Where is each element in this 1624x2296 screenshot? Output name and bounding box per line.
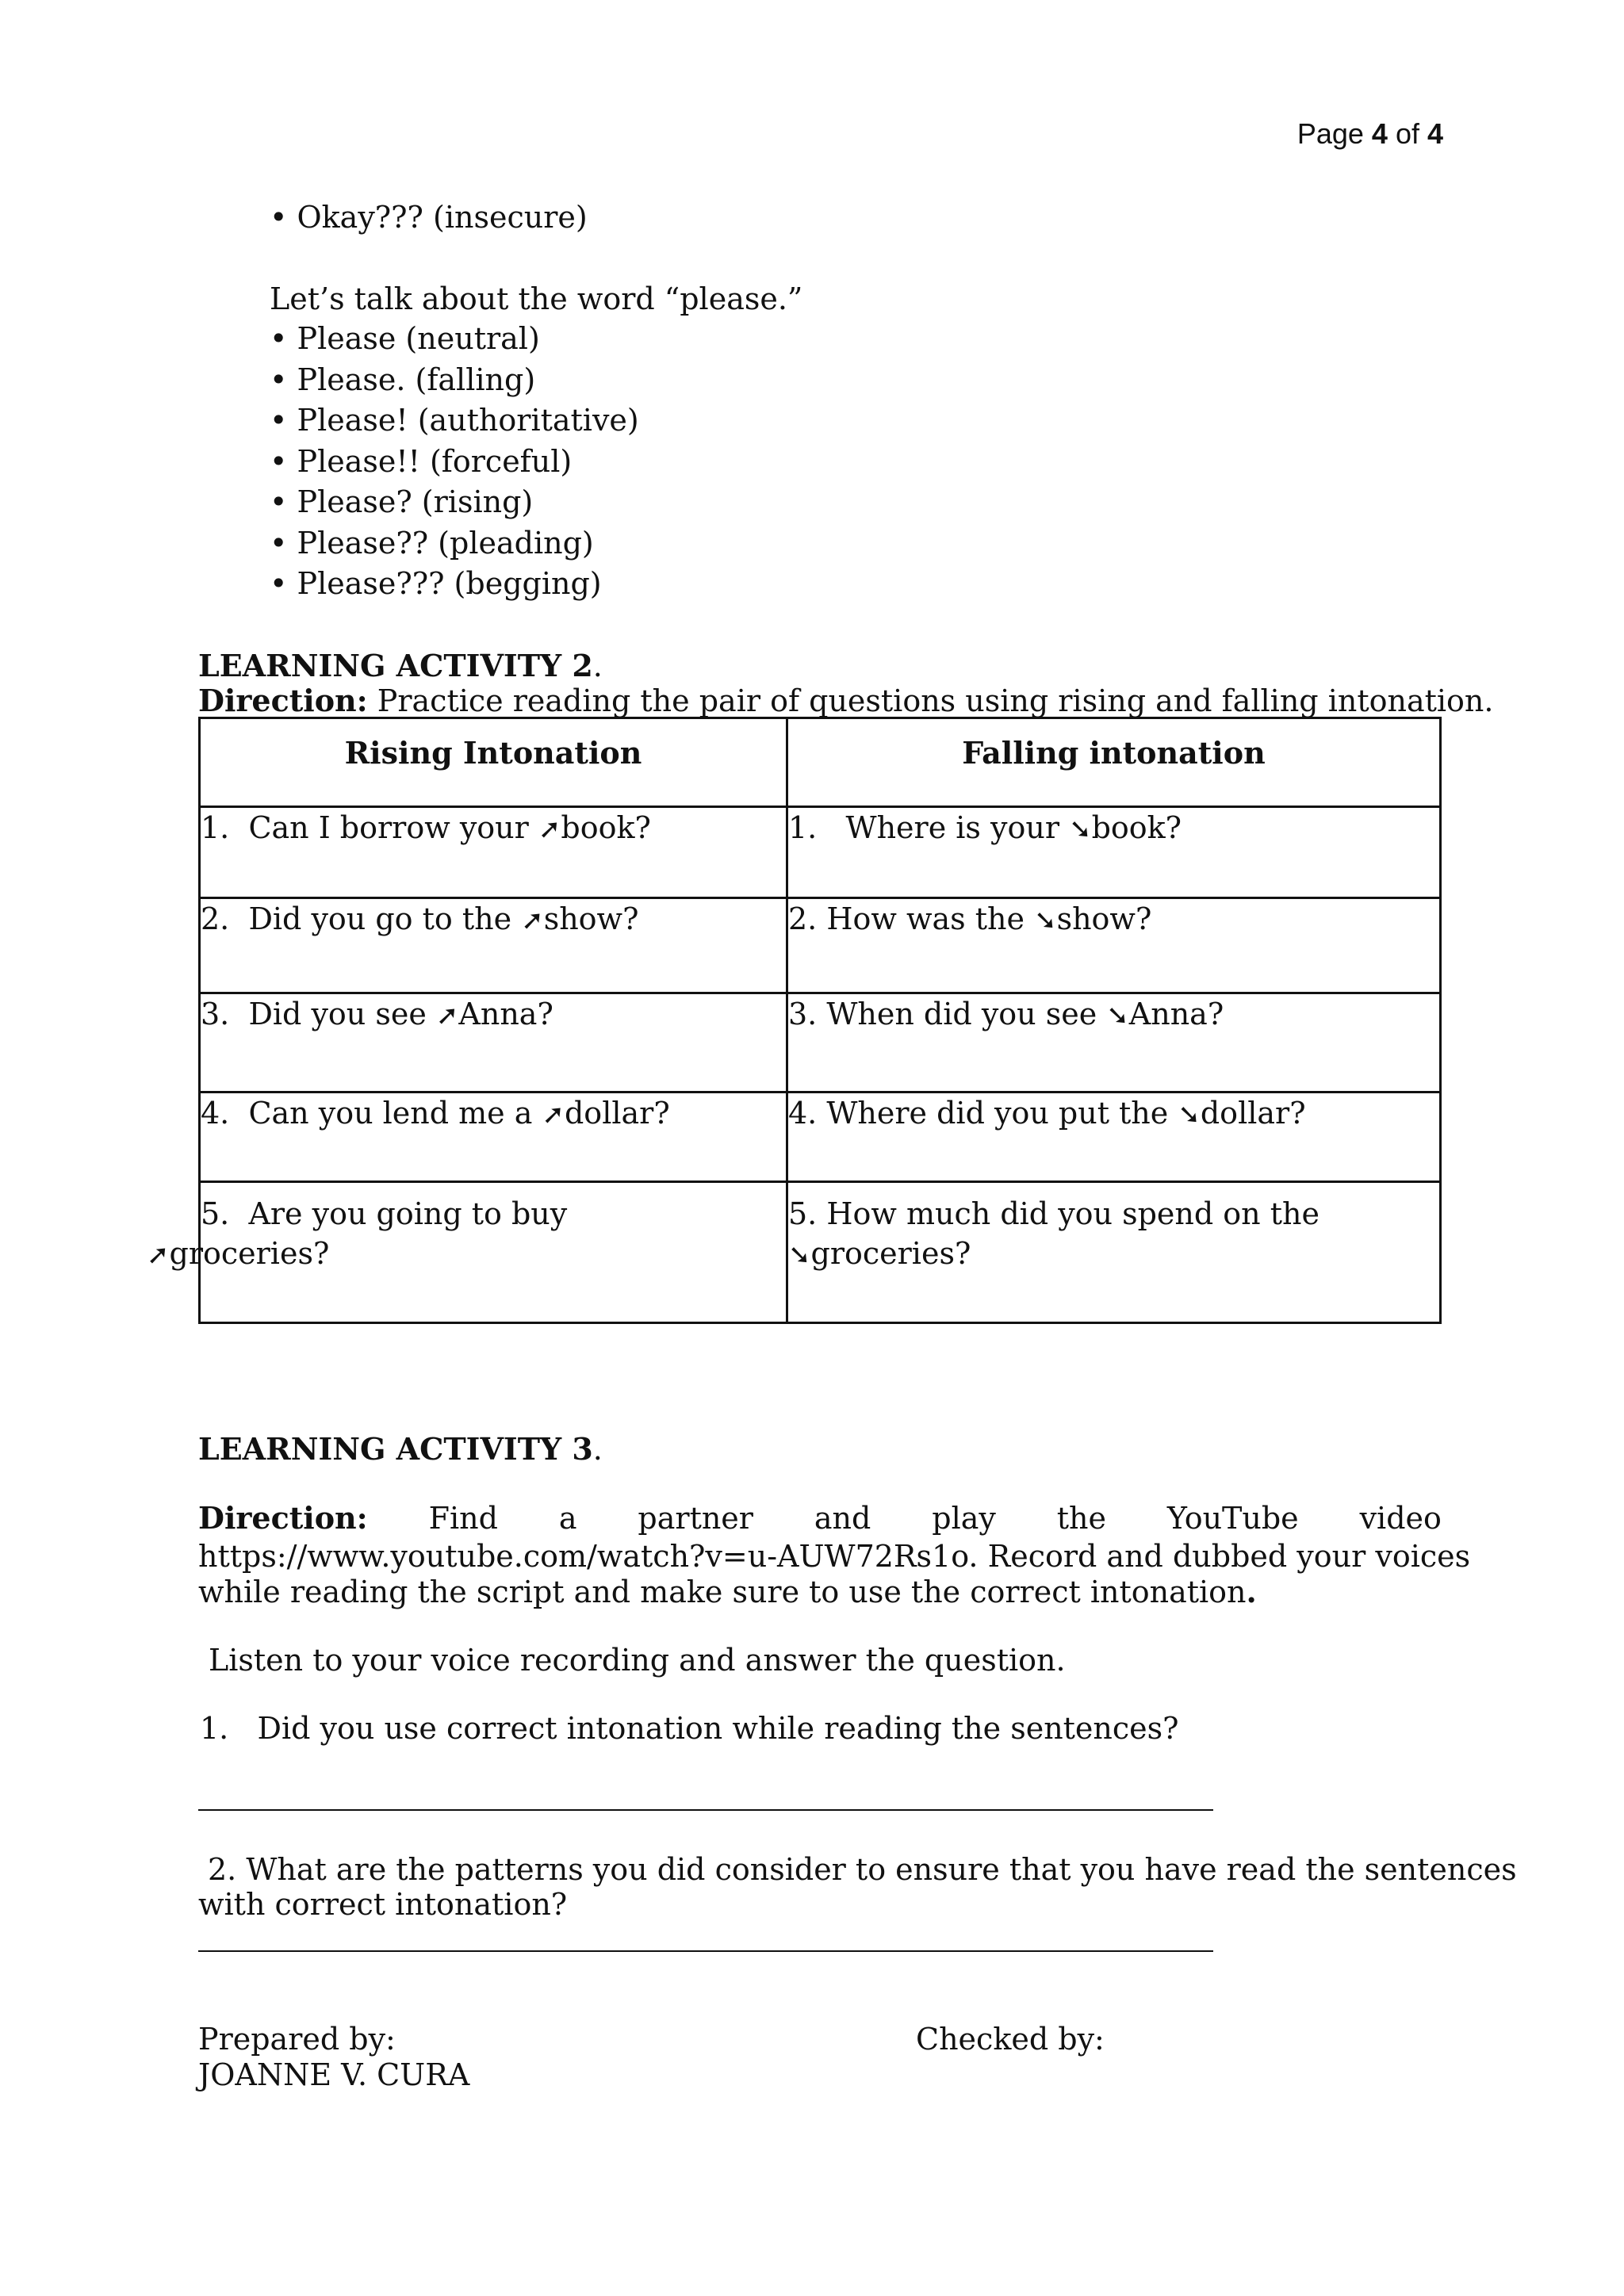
falling-cell: 4. Where did you put the ➘dollar? — [787, 1093, 1441, 1182]
rising-cell: 5. Are you going to buy ➚groceries? — [200, 1182, 787, 1323]
prepared-by-name: JOANNE V. CURA — [198, 2057, 470, 2092]
prepared-by-label: Prepared by: — [198, 2022, 396, 2057]
falling-cell: 1. Where is your ➘book? — [787, 807, 1441, 898]
falling-arrow-icon: ➘ — [1069, 813, 1092, 845]
list-item: • Please (neutral) — [270, 319, 639, 360]
question-2-line1: 2. What are the patterns you did consider to ensure that you have read the sentences — [208, 1852, 1517, 1887]
activity3-direction-line3: while reading the script and make sure to use the correct intonation. — [198, 1574, 1257, 1609]
rising-cell: 2. Did you go to the ➚show? — [200, 898, 787, 993]
checked-by-label: Checked by: — [916, 2022, 1105, 2057]
rising-arrow-icon: ➚ — [521, 905, 544, 936]
activity2-heading: LEARNING ACTIVITY 2. — [198, 648, 603, 683]
activity3-direction-line2: https://www.youtube.com/watch?v=u-AUW72Rs1o. Record and dubbed your voices — [198, 1539, 1471, 1574]
list-item: • Please!! (forceful) — [270, 442, 639, 483]
question-2-line2: with correct intonation? — [198, 1887, 568, 1922]
okay-bullet: • Okay??? (insecure) — [270, 200, 588, 235]
table-row — [200, 1182, 1441, 1323]
page-number: Page 4 of 4 — [1297, 117, 1443, 150]
question-1: 1. Did you use correct intonation while reading the sentences? — [200, 1711, 1179, 1746]
please-intro: Let’s talk about the word “please.” — [270, 281, 803, 316]
activity3-direction-line1: Direction: Find a partner and play the YouTube video — [198, 1500, 1442, 1536]
answer-line-1[interactable] — [198, 1809, 1213, 1811]
rising-arrow-icon: ➚ — [542, 1099, 565, 1131]
list-item: • Please?? (pleading) — [270, 523, 639, 564]
table-row — [200, 898, 1441, 993]
list-item: • Please??? (begging) — [270, 564, 639, 605]
rising-arrow-icon: ➚ — [538, 813, 561, 845]
list-item: • Please! (authoritative) — [270, 400, 639, 442]
falling-arrow-icon: ➘ — [1034, 905, 1057, 936]
falling-arrow-icon: ➘ — [1106, 1000, 1129, 1031]
answer-line-2[interactable] — [198, 1950, 1213, 1952]
rising-arrow-icon: ➚ — [147, 1239, 170, 1271]
falling-cell: 3. When did you see ➘Anna? — [787, 993, 1441, 1093]
rising-cell: 4. Can you lend me a ➚dollar? — [200, 1093, 787, 1182]
list-item: • Please. (falling) — [270, 360, 639, 401]
list-item: • Please? (rising) — [270, 482, 639, 523]
falling-arrow-icon: ➘ — [1178, 1099, 1201, 1131]
falling-arrow-icon: ➘ — [788, 1239, 811, 1271]
activity3-heading: LEARNING ACTIVITY 3. — [198, 1431, 603, 1467]
intonation-table — [147, 717, 1442, 1324]
please-list — [270, 319, 639, 605]
rising-cell: 3. Did you see ➚Anna? — [200, 993, 787, 1093]
activity2-direction: Direction: Practice reading the pair of questions using rising and falling intonation. — [198, 683, 1494, 718]
falling-cell: 2. How was the ➘show? — [787, 898, 1441, 993]
rising-cell: 1. Can I borrow your ➚book? — [200, 807, 787, 898]
listen-instruction: Listen to your voice recording and answer the question. — [209, 1643, 1066, 1678]
rising-arrow-icon: ➚ — [435, 1000, 459, 1031]
table-row — [200, 1093, 1441, 1182]
falling-cell: 5. How much did you spend on the ➘groceries? — [787, 1182, 1441, 1323]
column-header-rising: Rising Intonation — [200, 718, 787, 807]
column-header-falling: Falling intonation — [787, 718, 1441, 807]
table-header-row — [200, 718, 1441, 807]
table-row — [200, 807, 1441, 898]
table-row — [200, 993, 1441, 1093]
